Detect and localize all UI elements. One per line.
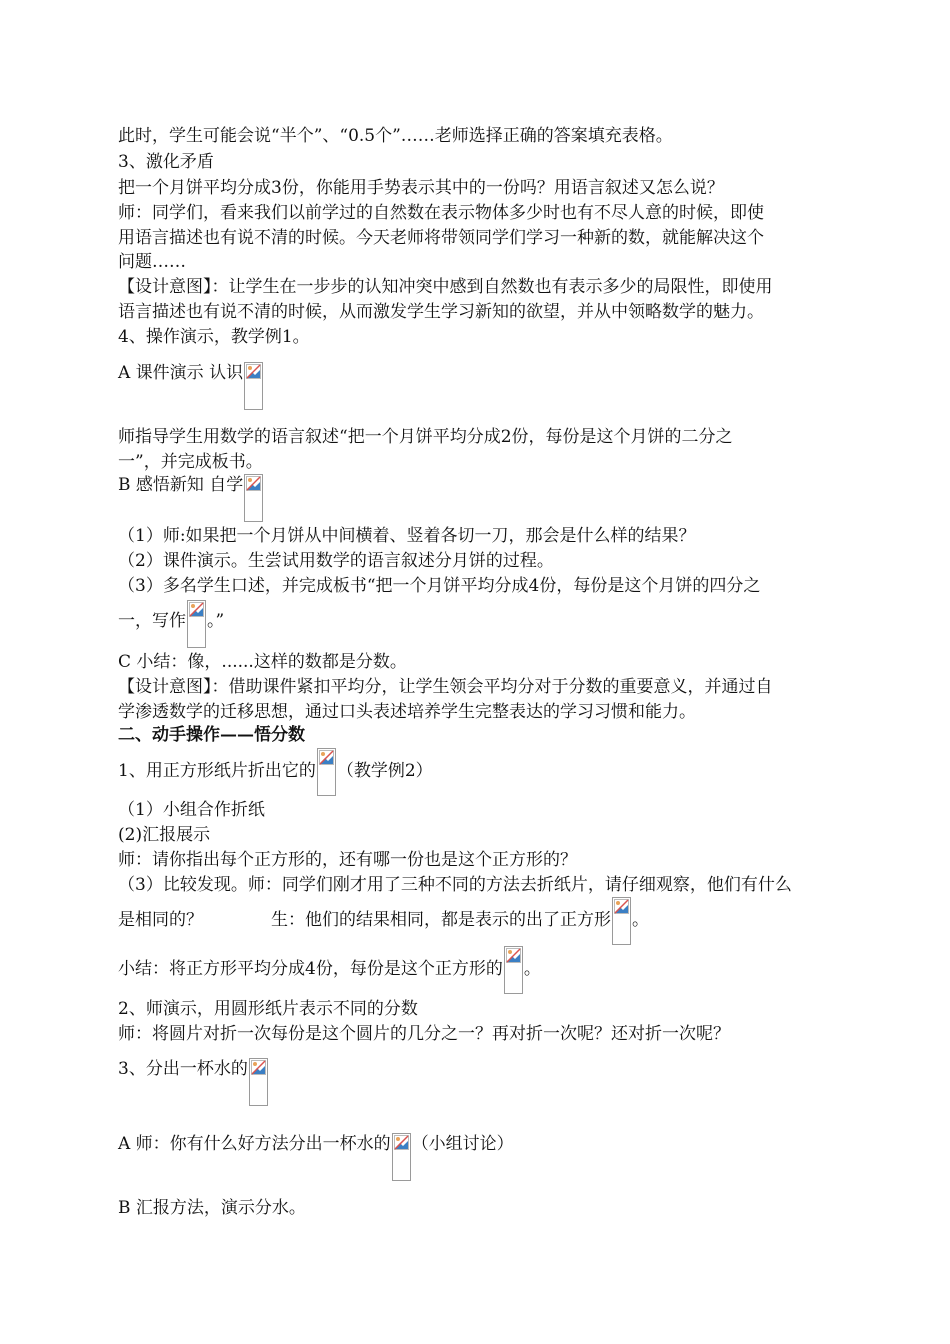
- section-heading: 2、师演示，用圆形纸片表示不同的分数: [118, 999, 418, 1019]
- paragraph-line: 此时，学生可能会说“半个”、“0.5个”……老师选择正确的答案填充表格。: [118, 126, 673, 146]
- line-text: （小组讨论）: [411, 1134, 514, 1154]
- section-heading: 4、操作演示，教学例1。: [118, 327, 310, 347]
- paragraph-line: 问题……: [118, 252, 186, 272]
- paragraph-line: [118, 362, 838, 410]
- section-heading: 3、激化矛盾: [118, 152, 214, 172]
- paragraph-line: （3）比较发现。师：同学们刚才用了三种不同的方法去折纸片，请仔细观察，他们有什么: [118, 875, 792, 895]
- line-text: 3、分出一杯水的: [118, 1059, 248, 1079]
- broken-image-icon: [612, 897, 631, 945]
- section-heading: [118, 1058, 838, 1106]
- line-text: 。”: [207, 611, 225, 631]
- paragraph-line: C 小结：像，......这样的数都是分数。: [118, 652, 407, 672]
- broken-image-icon: [249, 1058, 268, 1106]
- line-text: 小结：将正方形平均分成4份，每份是这个正方形的: [118, 959, 503, 979]
- broken-image-icon: [244, 362, 263, 410]
- paragraph-line: (2)汇报展示: [118, 825, 211, 845]
- paragraph-line: [118, 600, 838, 648]
- line-text: 生：他们的结果相同，都是表示的出了正方形: [271, 910, 611, 930]
- paragraph-line: 用语言描述也有说不清的时候。今天老师将带领同学们学习一种新的数，就能解决这个: [118, 228, 764, 248]
- broken-image-icon: [187, 600, 206, 648]
- paragraph-line: 师：将圆片对折一次每份是这个圆片的几分之一？再对折一次呢？还对折一次呢？: [118, 1024, 730, 1044]
- line-text: 。: [523, 959, 541, 979]
- paragraph-line: [118, 474, 838, 522]
- broken-image-icon: [392, 1133, 411, 1181]
- broken-image-icon: [317, 748, 336, 796]
- paragraph-line: [118, 946, 838, 994]
- broken-image-icon: [504, 946, 523, 994]
- broken-image-icon: [244, 474, 263, 522]
- paragraph-line: 师：请你指出每个正方形的，还有哪一份也是这个正方形的？: [118, 850, 577, 870]
- line-text: 一，写作: [118, 611, 186, 631]
- design-intent-line: 学渗透数学的迁移思想，通过口头表述培养学生完整表达的学习习惯和能力。: [118, 702, 696, 722]
- section-heading: 二、动手操作——悟分数: [118, 725, 305, 745]
- paragraph-line: （1）小组合作折纸: [118, 800, 265, 820]
- paragraph-line: （2）课件演示。生尝试用数学的语言叙述分月饼的过程。: [118, 551, 554, 571]
- line-text: B 感悟新知 自学: [118, 475, 244, 495]
- paragraph-line: 师：同学们，看来我们以前学过的自然数在表示物体多少时也有不尽人意的时候，即使: [118, 203, 764, 223]
- paragraph-line: （1）师:如果把一个月饼从中间横着、竖着各切一刀，那会是什么样的结果？: [118, 526, 696, 546]
- line-text: 1、用正方形纸片折出它的: [118, 761, 316, 781]
- line-text: 是相同的？: [118, 910, 203, 930]
- line-text: 。: [632, 910, 649, 930]
- paragraph-line: [118, 1133, 838, 1181]
- paragraph-line: 师指导学生用数学的语言叙述“把一个月饼平均分成2份，每份是这个月饼的二分之: [118, 427, 733, 447]
- paragraph-line: （3）多名学生口述，并完成板书“把一个月饼平均分成4份，每份是这个月饼的四分之: [118, 576, 761, 596]
- design-intent-line: 【设计意图】：借助课件紧扣平均分，让学生领会平均分对于分数的重要意义，并通过自: [118, 677, 773, 697]
- design-intent-line: 【设计意图】：让学生在一步步的认知冲突中感到自然数也有表示多少的局限性，即使用: [118, 277, 773, 297]
- paragraph-line: 把一个月饼平均分成3份，你能用手势表示其中的一份吗？用语言叙述又怎么说？: [118, 178, 724, 198]
- line-text: A 课件演示 认识: [118, 363, 244, 383]
- paragraph-line: 一”，并完成板书。: [118, 452, 263, 472]
- line-text: A 师：你有什么好方法分出一杯水的: [118, 1134, 391, 1154]
- paragraph-line: B 汇报方法，演示分水。: [118, 1198, 306, 1218]
- line-text: （教学例2）: [336, 761, 433, 781]
- paragraph-line: [118, 897, 838, 945]
- design-intent-line: 语言描述也有说不清的时候，从而激发学生学习新知的欲望，并从中领略数学的魅力。: [118, 302, 764, 322]
- paragraph-line: [118, 748, 838, 796]
